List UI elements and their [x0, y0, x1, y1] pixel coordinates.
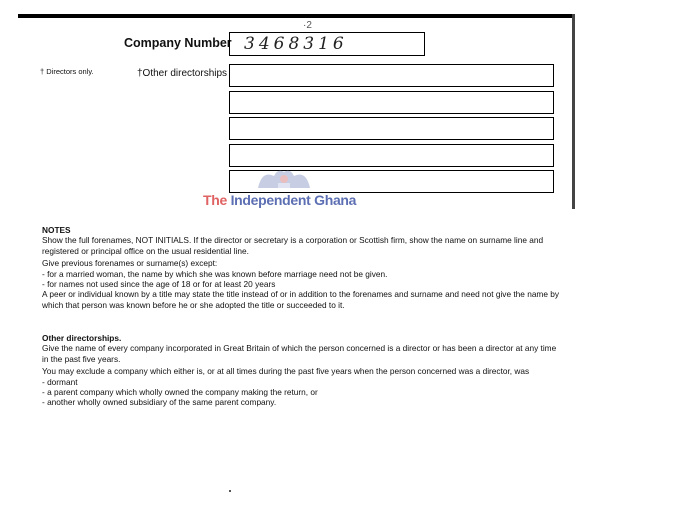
other-directorship-field-2[interactable]: [229, 91, 554, 114]
other-directorship-field-1[interactable]: [229, 64, 554, 87]
notes-paragraph: Give previous forenames or surname(s) except:: [42, 258, 218, 269]
notes-bullet: - another wholly owned subsidiary of the same parent company.: [42, 397, 277, 408]
company-number-value: 3468316: [244, 34, 348, 54]
watermark-name: Independent Ghana: [230, 192, 357, 208]
notes-bullet: - dormant: [42, 376, 78, 387]
notes-bullet: - for a married woman, the name by which she was known before marriage need not be given.: [42, 268, 388, 279]
top-rule: [18, 14, 574, 18]
other-directorships-heading: Other directorships.: [42, 333, 122, 343]
notes-bullet: - for names not used since the age of 18 or for at least 20 years: [42, 279, 276, 290]
notes-paragraph: Give the name of every company incorporated in Great Britain of which the person concerned is a director or has been a director at any time in the past five years.: [42, 343, 557, 364]
stray-mark: [229, 490, 231, 492]
notes-bullet: - a parent company which wholly owned the company making the return, or: [42, 387, 318, 398]
watermark-the: The: [203, 192, 227, 208]
other-directorship-field-3[interactable]: [229, 117, 554, 140]
directors-only-note: † Directors only.: [40, 67, 94, 76]
watermark-text: [203, 192, 356, 208]
notes-heading: NOTES: [42, 225, 71, 235]
notes-section: [42, 225, 562, 310]
notes-paragraph: Show the full forenames, NOT INITIALS. If the director or secretary is a corporation or Scottish firm, show the name on surname line and registered or principal office on the usual residential line.: [42, 235, 544, 256]
other-directorships-label: †Other directorships: [137, 68, 228, 79]
company-number-label: Company Number: [124, 36, 232, 50]
notes-paragraph: You may exclude a company which either is, or at all times during the past five years when the person concerned was a director, was: [42, 366, 530, 377]
page-mark: ·2: [303, 20, 312, 31]
coat-of-arms-icon: [252, 166, 316, 192]
right-rule: [572, 14, 575, 209]
other-directorship-field-4[interactable]: [229, 144, 554, 167]
other-directorships-notes: [42, 333, 562, 408]
notes-paragraph: A peer or individual known by a title may state the title instead of or in addition to the forenames and surname and need not give the name by which that person was known before he or she adopted the title or succeeded to it.: [42, 289, 560, 310]
